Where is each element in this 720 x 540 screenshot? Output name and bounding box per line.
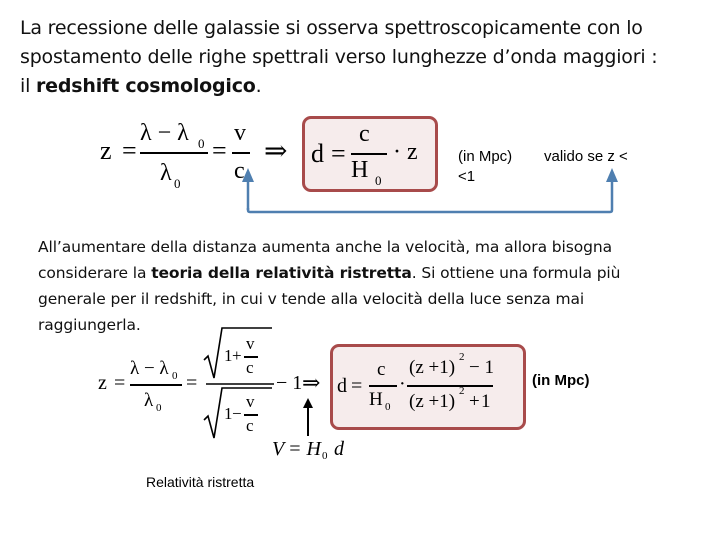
equals-sign: =	[331, 139, 346, 168]
c-symbol: c	[246, 416, 254, 435]
connector-arrow	[240, 160, 620, 216]
numerator-lambda: λ − λ	[130, 358, 169, 379]
equals-hubble: = H	[288, 438, 321, 460]
relativistic-distance-box	[330, 344, 526, 430]
c-symbol: c	[359, 121, 370, 147]
unit-note: (in Mpc)	[532, 372, 590, 389]
equals-sign: =	[351, 375, 363, 397]
c-symbol: c	[234, 158, 245, 184]
intro-line-1: La recessione delle galassie si osserva spettroscopicamente con lo	[20, 17, 643, 39]
relativity-caption: Relatività ristretta	[146, 474, 255, 490]
plus-sign: +	[469, 391, 480, 412]
fraction-bar	[407, 385, 493, 387]
z-plus-one: (z +1)	[409, 357, 456, 378]
denominator-lambda: λ	[160, 160, 172, 186]
subscript-zero: 0	[385, 401, 391, 413]
implies-arrow: ⇒	[302, 370, 321, 395]
relativity-line-2-post: . Si ottiene una formula più	[411, 264, 621, 282]
denominator-lambda: λ	[144, 390, 154, 411]
minus-one: − 1	[276, 372, 303, 394]
threshold-note: <1	[458, 168, 476, 185]
up-arrow	[300, 396, 316, 436]
v-symbol: v	[246, 334, 255, 353]
one: 1	[224, 404, 233, 423]
dot-z: · z	[393, 139, 418, 165]
hubble-constant: H	[351, 157, 369, 183]
subscript-zero: 0	[174, 176, 181, 191]
fraction-bar	[351, 153, 387, 155]
plus-sign: +	[232, 346, 242, 365]
intro-line-2: spostamento delle righe spettrali verso lunghezze d’onda maggiori :	[20, 46, 658, 68]
c-symbol: c	[246, 358, 254, 377]
unit-note: (in Mpc)	[458, 148, 513, 165]
redshift-term: redshift cosmologico	[36, 75, 256, 97]
minus-one: − 1	[469, 357, 494, 378]
intro-line-3-pre: il	[20, 75, 36, 97]
distance-symbol: d	[334, 438, 344, 460]
intro-paragraph	[20, 14, 710, 101]
fraction-bar	[140, 152, 208, 154]
intro-line-3	[20, 72, 710, 101]
subscript-zero: 0	[198, 136, 205, 151]
z-plus-one: (z +1)	[409, 391, 456, 412]
validity-note: valido se z <	[544, 148, 628, 165]
subscript-zero: 0	[322, 450, 328, 462]
relativity-term: teoria della relatività ristretta	[151, 264, 412, 282]
velocity-symbol: V	[272, 438, 285, 460]
fraction-bar	[232, 152, 250, 154]
v-symbol: v	[234, 120, 246, 146]
fraction-bar	[130, 384, 182, 386]
one: 1	[224, 346, 233, 365]
relativity-line-2	[38, 260, 678, 286]
minus-sign: −	[232, 404, 242, 423]
subscript-zero: 0	[156, 402, 162, 414]
superscript-two: 2	[459, 351, 465, 363]
hubble-constant: H	[369, 389, 383, 410]
implies-arrow: ⇒	[264, 136, 288, 167]
equals-sign: =	[212, 136, 227, 165]
dot: ·	[399, 373, 406, 395]
d-symbol: d	[337, 375, 347, 397]
equals-sign: =	[122, 136, 137, 165]
z-symbol: z	[100, 136, 112, 165]
one: 1	[481, 391, 491, 412]
numerator-lambda: λ − λ	[140, 120, 189, 146]
intro-line-3-post: .	[255, 75, 262, 97]
fraction-bar	[369, 385, 397, 387]
c-symbol: c	[377, 359, 386, 380]
relativity-paragraph	[38, 234, 678, 338]
relativity-line-1: All’aumentare della distanza aumenta anche la velocità, ma allora bisogna	[38, 238, 612, 256]
equals-sign: =	[114, 372, 126, 394]
superscript-two: 2	[459, 385, 465, 397]
subscript-zero: 0	[172, 370, 178, 382]
square-root-signs	[202, 326, 274, 442]
d-symbol: d	[311, 139, 324, 168]
relativity-line-3: generale per il redshift, in cui v tende alla velocità della luce senza mai	[38, 290, 585, 308]
v-symbol: v	[246, 392, 255, 411]
equals-sign: =	[186, 372, 198, 394]
subscript-zero: 0	[375, 173, 382, 188]
z-symbol: z	[98, 372, 107, 394]
relativity-line-4: raggiungerla.	[38, 316, 141, 334]
relativity-line-2-pre: considerare la	[38, 264, 152, 282]
